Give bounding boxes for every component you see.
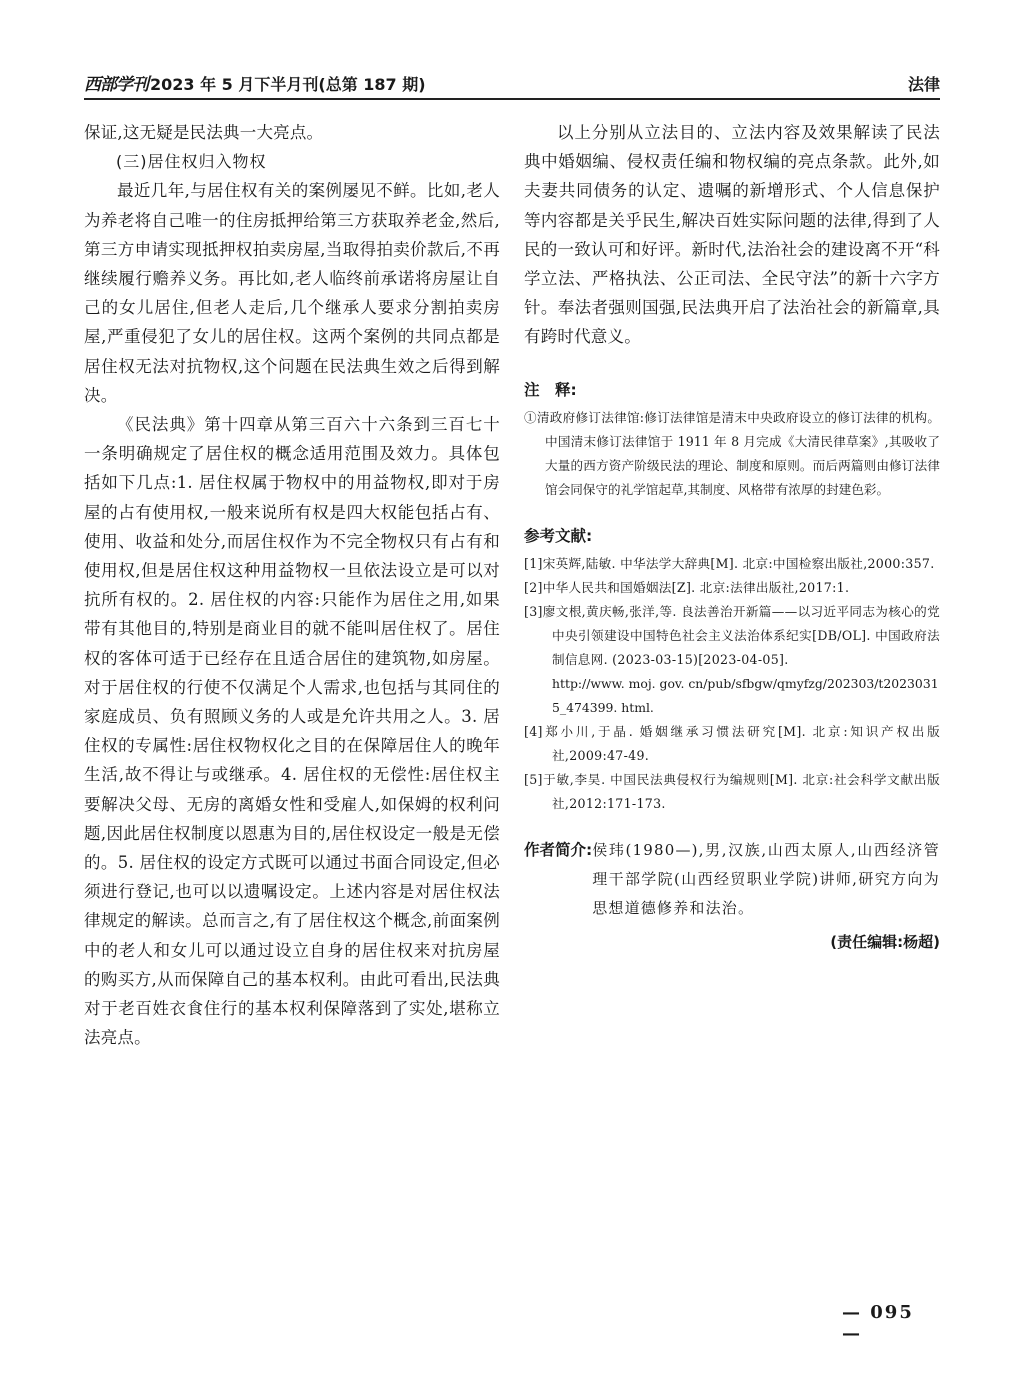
footnote: ①清政府修订法律馆:修订法律馆是清末中央政府设立的修订法律的机构。中国清末修订法律馆于 1911 年 8 月完成《大清民律草案》,其吸收了大量的西方资产阶级民法的理论、制度和原则。而后两篇则由修订法律馆会同保守的礼学馆起草,其制度、风格带有浓厚的封建色彩。 xyxy=(524,409,940,497)
reference-item: [3]廖文根,黄庆畅,张洋,等. 良法善治开新篇——以习近平同志为核心的党中央引领建设中国特色社会主义法治体系纪实[DB/OL]. 中国政府法制信息网. (2023-03-15)[2023-04-05]. xyxy=(524,603,940,667)
page-header xyxy=(84,72,940,100)
reference-list xyxy=(524,552,940,816)
paragraph: 保证,这无疑是民法典一大亮点。 xyxy=(84,123,324,142)
paragraph: 《民法典》第十四章从第三百六十六条到三百七十一条明确规定了居住权的概念适用范围及效力。具体包括如下几点:1. 居住权属于物权中的用益物权,即对于房屋的占有使用权,一般来说所有权是四大权能包括占有、使用、收益和处分,而居住权作为不完全物权只有占有和使用权,但是居住权这种用益物权一旦依法设立是可以对抗所有权的。2. 居住权的内容:只能作为居住之用,如果带有其他目的,特别是商业目的就不能叫居住权了。居住权的客体可适于已经存在且适合居住的建筑物,如房屋。对于居住权的行使不仅满足个人需求,也包括与其同住的家庭成员、负有照顾义务的人或是允许共用之人。3. 居住权的专属性:居住权物权化之目的在保障居住人的晚年生活,故不得让与或继承。4. 居住权的无偿性:居住权主要解决父母、无房的离婚女性和受雇人,如保姆的权利问题,因此居住权制度以恩惠为目的,居住权设定一般是无偿的。5. 居住权的设定方式既可以通过书面合同设定,但必须进行登记,也可以以遗嘱设定。上述内容是对居住权法律规定的解读。总而言之,有了居住权这个概念,前面案例中的老人和女儿可以通过设立自身的居住权来对抗房屋的购买方,从而保障自己的基本权利。由此可看出,民法典对于老百姓衣食住行的基本权利保障落到了实处,堪称立法亮点。 xyxy=(84,415,500,1048)
right-column xyxy=(524,118,940,952)
reference-item: [4]郑小川,于晶. 婚姻继承习惯法研究[M]. 北京:知识产权出版社,2009:47-49. xyxy=(524,723,940,763)
references-heading: 参考文献: xyxy=(524,526,593,545)
notes-heading: 注 释: xyxy=(524,380,577,399)
issue-info: 2023 年 5 月下半月刊(总第 187 期) xyxy=(150,75,426,94)
reference-item: [2]中华人民共和国婚姻法[Z]. 北京:法律出版社,2017:1. xyxy=(524,579,850,595)
journal-logo: 西部学刊 xyxy=(84,75,148,95)
paragraph: 以上分别从立法目的、立法内容及效果解读了民法典中婚姻编、侵权责任编和物权编的亮点条款。此外,如夫妻共同债务的认定、遗嘱的新增形式、个人信息保护等内容都是关乎民生,解决百姓实际问题的法律,得到了人民的一致认可和好评。新时代,法治社会的建设离不开“科学立法、严格执法、公正司法、全民守法”的新十六字方针。奉法者强则国强,民法典开启了法治社会的新篇章,具有跨时代意义。 xyxy=(524,123,940,347)
paragraph: 最近几年,与居住权有关的案例屡见不鲜。比如,老人为养老将自己唯一的住房抵押给第三方获取养老金,然后,第三方申请实现抵押权拍卖房屋,当取得拍卖价款后,不再继续履行赡养义务。再比如,老人临终前承诺将房屋让自己的女儿居住,但老人走后,几个继承人要求分割拍卖房屋,严重侵犯了女儿的居住权。这两个案例的共同点都是居住权无法对抗物权,这个问题在民法典生效之后得到解决。 xyxy=(84,181,500,405)
left-column xyxy=(84,118,500,1053)
reference-url: http://www. moj. gov. cn/pub/sfbgw/qmyfzg/202303/t20230315_474399. html. xyxy=(552,675,939,715)
header-left xyxy=(84,70,426,98)
reference-item: [1]宋英辉,陆敏. 中华法学大辞典[M]. 北京:中国检察出版社,2000:357. xyxy=(524,555,935,571)
subsection-heading: (三)居住权归入物权 xyxy=(116,152,267,172)
responsible-editor: (责任编辑:杨超) xyxy=(830,932,940,951)
section-name: 法律 xyxy=(907,75,940,94)
author-bio-label: 作者简介: xyxy=(524,840,593,859)
page-number: — 095 — xyxy=(842,1302,914,1344)
reference-item: [5]于敏,李昊. 中国民法典侵权行为编规则[M]. 北京:社会科学文献出版社,2012:171-173. xyxy=(524,771,940,811)
author-bio xyxy=(524,836,940,923)
author-bio-text: 侯玮(1980—),男,汉族,山西太原人,山西经济管理干部学院(山西经贸职业学院)讲师,研究方向为思想道德修养和法治。 xyxy=(592,840,940,917)
